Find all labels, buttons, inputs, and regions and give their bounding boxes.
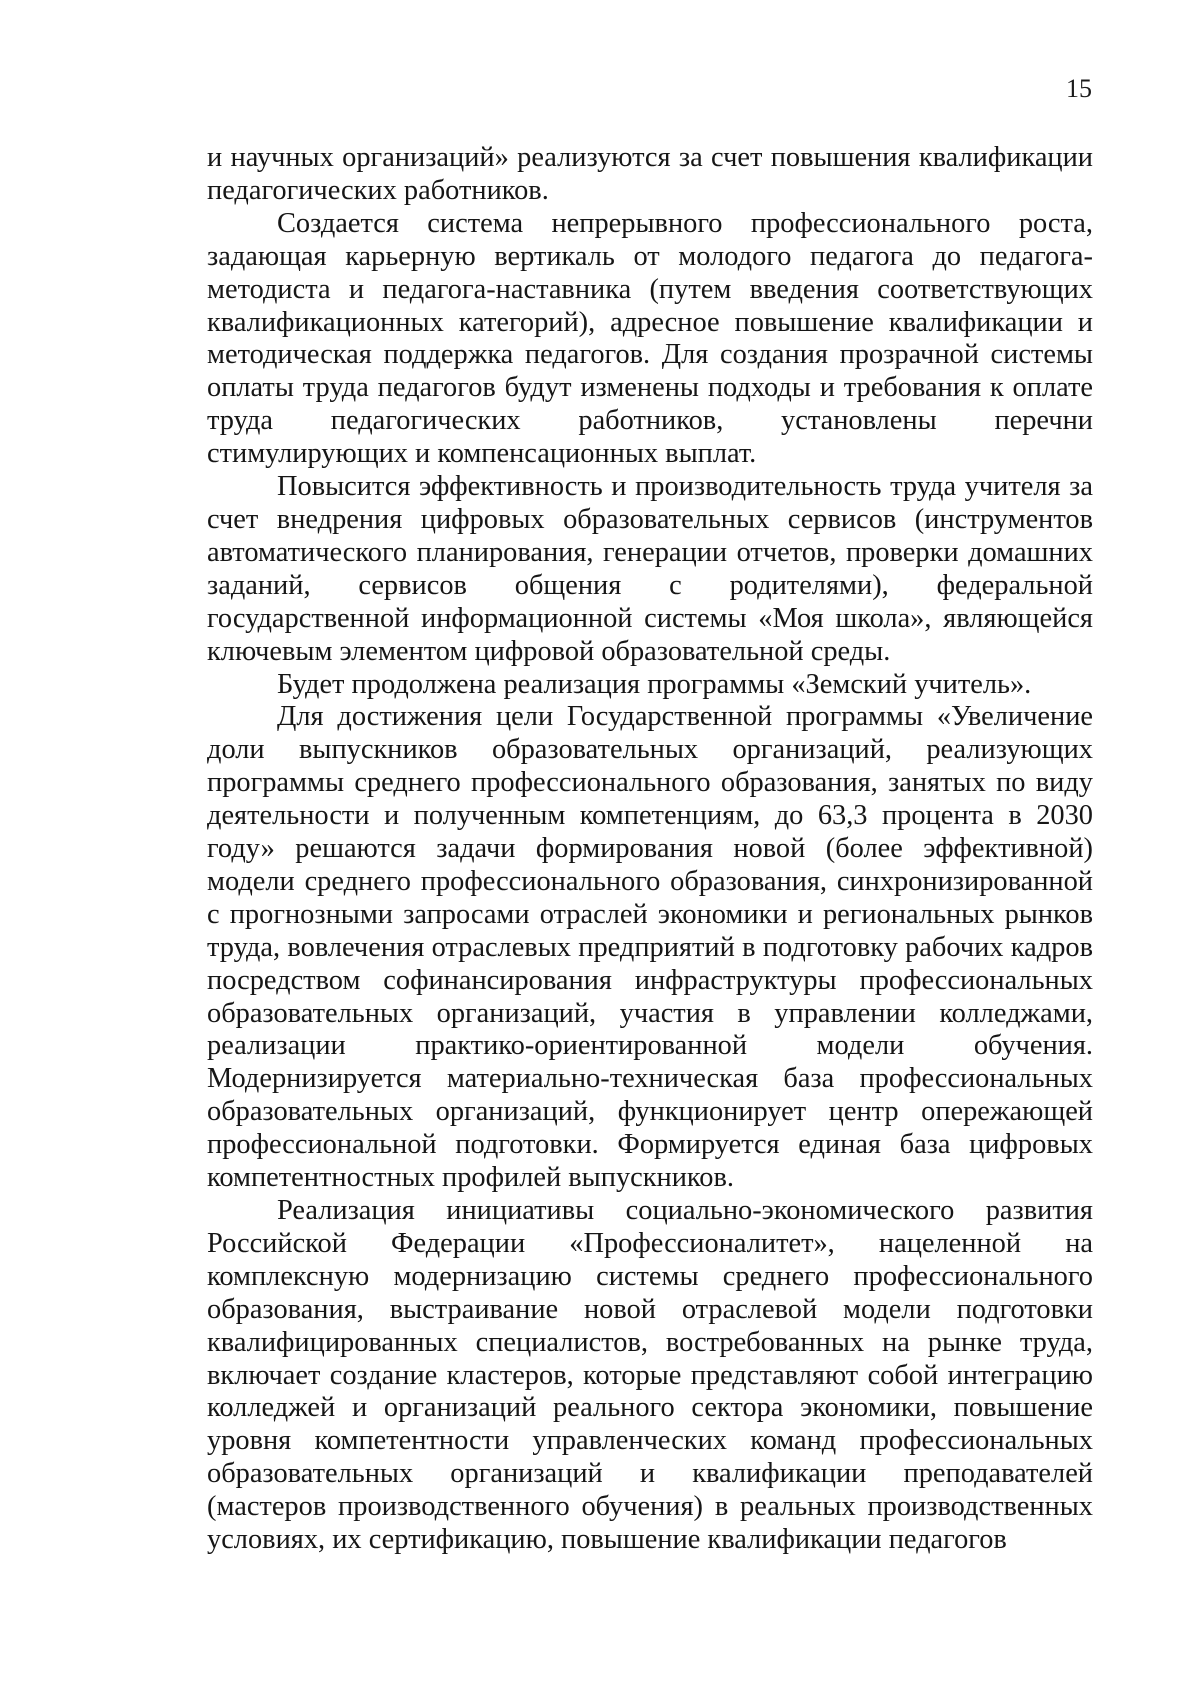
paragraph-continuation: и научных организаций» реализуются за счет повышения квалификации педагогических работников. (207, 142, 1093, 206)
paragraph-professionalitet: Реализация инициативы социально-экономического развития Российской Федерации «Профессионалитет», нацеленной на комплексную модернизацию системы среднего профессионального образования, выстраивание новой отраслевой модели подготовки квалифицированных специалистов, востребованных на рынке труда, включает создание кластеров, которые представляют собой интеграцию колледжей и организаций реального сектора экономики, повышение уровня компетентности управленческих команд профессиональных образовательных организаций и квалификации преподавателей (мастеров производственного обучения) в реальных производственных условиях, их сертификацию, повышение квалификации педагогов (207, 1195, 1093, 1556)
paragraph-zemsky-teacher: Будет продолжена реализация программы «Земский учитель». (277, 668, 1032, 700)
document-body (207, 142, 1093, 1557)
page-number: 15 (1066, 74, 1092, 103)
paragraph-digital-services: Повысится эффективность и производительность труда учителя за счет внедрения цифровых образовательных сервисов (инструментов автоматического планирования, генерации отчетов, проверки домашних заданий, сервисов общения с родителями), федеральной государственной информационной системы «Моя школа», являющейся ключевым элементом цифровой образовательной среды. (207, 471, 1093, 667)
paragraph-vocational-education: Для достижения цели Государственной программы «Увеличение доли выпускников образовательных организаций, реализующих программы среднего профессионального образования, занятых по виду деятельности и полученным компетенциям, до 63,3 процента в 2030 году» решаются задачи формирования новой (более эффективной) модели среднего профессионального образования, синхронизированной с прогнозными запросами отраслей экономики и региональных рынков труда, вовлечения отраслевых предприятий в подготовку рабочих кадров посредством софинансирования инфраструктуры профессиональных образовательных организаций, участия в управлении колледжами, реализации практико-ориентированной модели обучения. Модернизируется материально-техническая база профессиональных образовательных организаций, функционирует центр опережающей профессиональной подготовки. Формируется единая база цифровых компетентностных профилей выпускников. (207, 701, 1093, 1194)
paragraph-professional-growth: Создается система непрерывного профессионального роста, задающая карьерную вертикаль от молодого педагога до педагога-методиста и педагога-наставника (путем введения соответствующих квалификационных категорий), адресное повышение квалификации и методическая поддержка педагогов. Для создания прозрачной системы оплаты труда педагогов будут изменены подходы и требования к оплате труда педагогических работников, установлены перечни стимулирующих и компенсационных выплат. (207, 207, 1093, 470)
